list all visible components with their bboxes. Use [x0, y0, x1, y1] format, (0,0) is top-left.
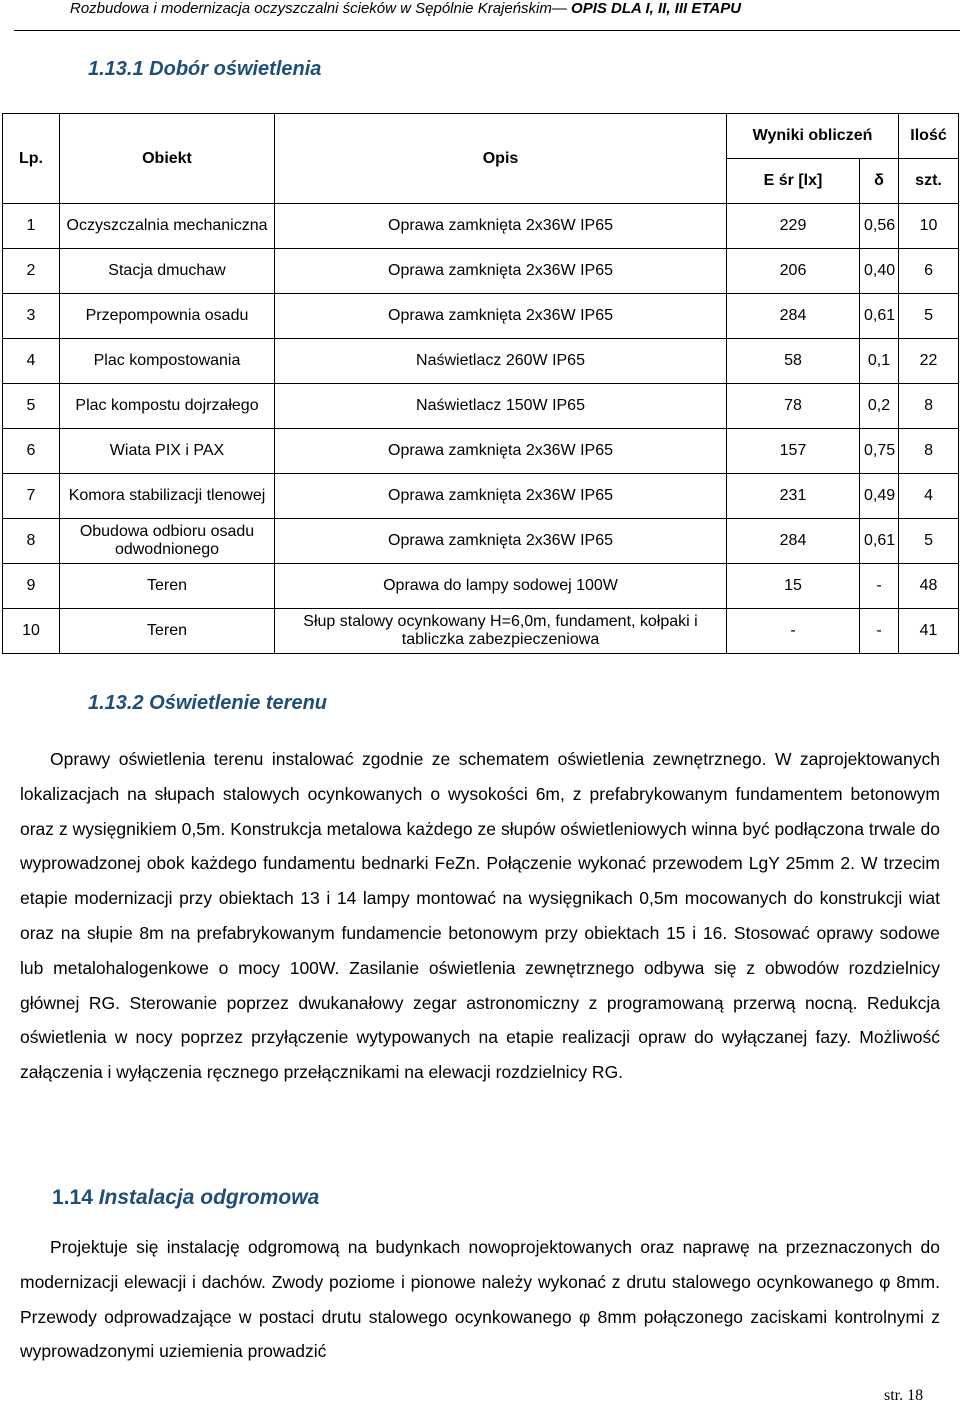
- cell-obiekt: Komora stabilizacji tlenowej: [60, 474, 275, 519]
- table-row: [3, 609, 959, 654]
- paragraph-text: Oprawy oświetlenia terenu instalować zgodnie ze schematem oświetlenia zewnętrznego. W zaprojektowanych lokalizacjach na słupach stalowych ocynkowanych o wysokości 6m, z prefabrykowanym fundamentem betonowym oraz z wysięgnikiem 0,5m. Konstrukcja metalowa każdego ze słupów oświetleniowych winna być podłączona trwale do wyprowadzonej obok każdego fundamentu bednarki FeZn. Połączenie wykonać przewodem LgY 25mm 2. W trzecim etapie modernizacji przy obiektach 13 i 14 lampy montować na wysięgnikach 0,5m mocowanych do konstrukcji wiat oraz na słupie 8m na prefabrykowanym fundamencie betonowym przy obiektach 15 i 16. Stosować oprawy sodowe lub metalohalogenkowe o mocy 100W. Zasilanie oświetlenia zewnętrznego odbywa się z obwodów rozdzielnicy głównej RG. Sterowanie poprzez dwukanałowy zegar astronomiczny z programowaną przerwą nocną. Redukcja oświetlenia w nocy poprzez przyłączenie wytypowanych na etapie realizacji opraw do wyłączanej fazy. Możliwość załączenia i wyłączenia ręcznego przełącznikami na elewacji rozdzielnicy RG.: [20, 749, 940, 1083]
- header-title-plain: Rozbudowa i modernizacja oczyszczalni ścieków w Sępólnie Krajeńskim—: [70, 0, 567, 17]
- cell-opis: Naświetlacz 150W IP65: [275, 384, 727, 429]
- section-title: Instalacja odgromowa: [98, 1186, 320, 1209]
- cell-obiekt: Plac kompostu dojrzałego: [60, 384, 275, 429]
- table-row: [3, 204, 959, 249]
- cell-lp: 9: [3, 564, 60, 609]
- cell-obiekt: Teren: [60, 564, 275, 609]
- cell-obiekt: Oczyszczalnia mechaniczna: [60, 204, 275, 249]
- header-title: [70, 0, 741, 17]
- col-header-obiekt: Obiekt: [60, 114, 275, 204]
- cell-qty: 8: [899, 429, 959, 474]
- cell-esr: 157: [727, 429, 860, 474]
- cell-delta: 0,75: [860, 429, 899, 474]
- cell-delta: 0,1: [860, 339, 899, 384]
- cell-lp: 7: [3, 474, 60, 519]
- page-header: [0, 0, 960, 28]
- cell-qty: 41: [899, 609, 959, 654]
- cell-lp: 8: [3, 519, 60, 564]
- cell-obiekt: Plac kompostowania: [60, 339, 275, 384]
- cell-delta: 0,56: [860, 204, 899, 249]
- paragraph-oswietlenie-terenu: [20, 742, 940, 1090]
- paragraph-text: Projektuje się instalację odgromową na budynkach nowoprojektowanych oraz naprawę na przeznaczonych do modernizacji elewacji i dachów. Zwody poziome i pionowe należy wykonać z drutu stalowego ocynkowanego φ 8mm. Przewody odprowadzające w postaci drutu stalowego ocynkowanego φ 8mm połączonego zaciskami kontrolnymi z wyprowadzonymi uziemienia prowadzić: [20, 1237, 940, 1362]
- cell-qty: 48: [899, 564, 959, 609]
- cell-qty: 8: [899, 384, 959, 429]
- col-header-wyniki: Wyniki obliczeń: [727, 114, 899, 159]
- table-row: [3, 294, 959, 339]
- cell-delta: 0,2: [860, 384, 899, 429]
- col-header-opis: Opis: [275, 114, 727, 204]
- cell-esr: 206: [727, 249, 860, 294]
- section-heading-2: [88, 692, 327, 715]
- table-row: [3, 474, 959, 519]
- cell-opis: Oprawa do lampy sodowej 100W: [275, 564, 727, 609]
- cell-qty: 22: [899, 339, 959, 384]
- col-header-lp: Lp.: [3, 114, 60, 204]
- cell-obiekt: Obudowa odbioru osadu odwodnionego: [60, 519, 275, 564]
- table-body: [3, 204, 959, 654]
- cell-qty: 10: [899, 204, 959, 249]
- col-header-szt: szt.: [899, 159, 959, 204]
- section-number: 1.13.2: [88, 692, 144, 714]
- header-title-bold: OPIS DLA I, II, III ETAPU: [571, 0, 742, 17]
- cell-delta: -: [860, 564, 899, 609]
- section-title: Oświetlenie terenu: [149, 692, 328, 714]
- col-header-esr: E śr [lx]: [727, 159, 860, 204]
- cell-delta: 0,49: [860, 474, 899, 519]
- header-rule: [14, 30, 960, 31]
- cell-qty: 6: [899, 249, 959, 294]
- cell-opis: Oprawa zamknięta 2x36W IP65: [275, 294, 727, 339]
- cell-opis: Oprawa zamknięta 2x36W IP65: [275, 519, 727, 564]
- cell-opis: Oprawa zamknięta 2x36W IP65: [275, 429, 727, 474]
- cell-opis: Oprawa zamknięta 2x36W IP65: [275, 474, 727, 519]
- cell-obiekt: Wiata PIX i PAX: [60, 429, 275, 474]
- page-number: str. 18: [884, 1387, 924, 1404]
- cell-opis: Oprawa zamknięta 2x36W IP65: [275, 204, 727, 249]
- paragraph-instalacja-odgromowa: [20, 1230, 940, 1369]
- table-row: [3, 564, 959, 609]
- cell-delta: 0,61: [860, 294, 899, 339]
- table-row: [3, 429, 959, 474]
- cell-opis: Słup stalowy ocynkowany H=6,0m, fundament, kołpaki i tabliczka zabezpieczeniowa: [275, 609, 727, 654]
- cell-obiekt: Przepompownia osadu: [60, 294, 275, 339]
- section-number: 1.14: [52, 1186, 93, 1209]
- table-row: [3, 249, 959, 294]
- cell-qty: 4: [899, 474, 959, 519]
- cell-lp: 10: [3, 609, 60, 654]
- col-header-delta: δ: [860, 159, 899, 204]
- cell-delta: 0,40: [860, 249, 899, 294]
- section-number: 1.13.1: [88, 58, 144, 80]
- table-row: [3, 519, 959, 564]
- cell-esr: 284: [727, 294, 860, 339]
- cell-qty: 5: [899, 294, 959, 339]
- cell-obiekt: Stacja dmuchaw: [60, 249, 275, 294]
- section-heading-1: [88, 58, 321, 81]
- cell-esr: 58: [727, 339, 860, 384]
- cell-esr: 229: [727, 204, 860, 249]
- cell-delta: 0,61: [860, 519, 899, 564]
- cell-lp: 1: [3, 204, 60, 249]
- lighting-table: [2, 113, 959, 654]
- cell-esr: 284: [727, 519, 860, 564]
- cell-qty: 5: [899, 519, 959, 564]
- cell-lp: 2: [3, 249, 60, 294]
- cell-esr: 15: [727, 564, 860, 609]
- cell-lp: 5: [3, 384, 60, 429]
- table-row: [3, 384, 959, 429]
- cell-delta: -: [860, 609, 899, 654]
- cell-lp: 3: [3, 294, 60, 339]
- col-header-ilosc: Ilość: [899, 114, 959, 159]
- cell-lp: 4: [3, 339, 60, 384]
- cell-lp: 6: [3, 429, 60, 474]
- cell-esr: 78: [727, 384, 860, 429]
- section-title: Dobór oświetlenia: [149, 58, 322, 80]
- cell-esr: 231: [727, 474, 860, 519]
- cell-opis: Naświetlacz 260W IP65: [275, 339, 727, 384]
- table-row: [3, 339, 959, 384]
- cell-opis: Oprawa zamknięta 2x36W IP65: [275, 249, 727, 294]
- cell-esr: -: [727, 609, 860, 654]
- section-heading-3: [52, 1186, 319, 1210]
- cell-obiekt: Teren: [60, 609, 275, 654]
